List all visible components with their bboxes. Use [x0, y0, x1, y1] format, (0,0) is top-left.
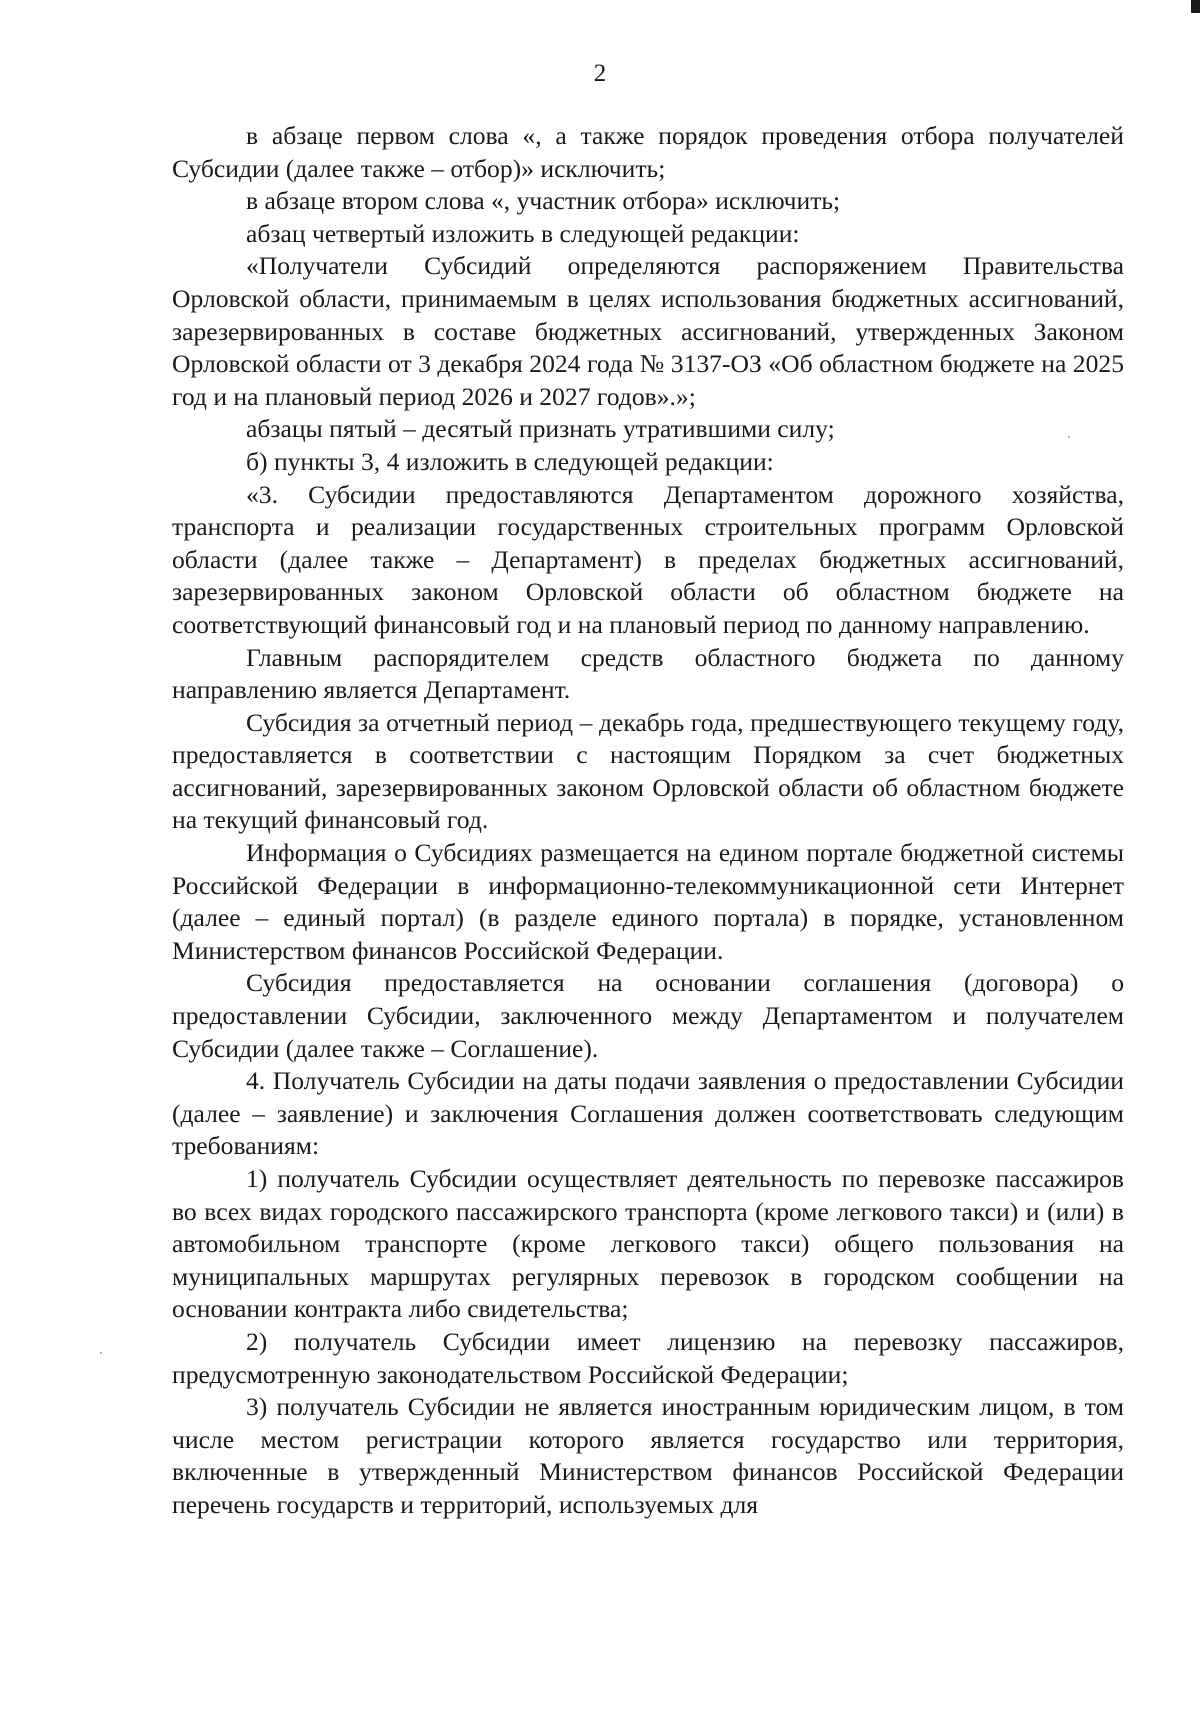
paragraph-13: 1) получатель Субсидии осуществляет деятельность по перевозке пассажиров во всех видах городского пассажирского транспорта (кроме легкового такси) и (или) в автомобильном транспорте (кроме легкового такси) общего пользования на муниципальных маршрутах регулярных перевозок в городском сообщении на основании контракта либо свидетельства;	[172, 1164, 1124, 1324]
paragraph-1: в абзаце первом слова «, а также порядок проведения отбора получателей Субсидии (далее также – отбор)» исключить;	[172, 121, 1124, 183]
paragraph-10: Информация о Субсидиях размещается на едином портале бюджетной системы Российской Федерации в информационно-телекоммуникационной сети Интернет (далее – единый портал) (в разделе единого портала) в порядке, установленном Министерством финансов Российской Федерации.	[172, 838, 1124, 965]
document-body	[172, 120, 1124, 1522]
paragraph-3: абзац четвертый изложить в следующей редакции:	[246, 218, 800, 248]
scan-speck	[1068, 436, 1070, 438]
paragraph-5: абзацы пятый – десятый признать утратившими силу;	[246, 414, 835, 444]
page-number: 2	[593, 60, 607, 87]
paragraph-2: в абзаце втором слова «, участник отбора» исключить;	[246, 186, 841, 216]
paragraph-14: 2) получатель Субсидии имеет лицензию на перевозку пассажиров, предусмотренную законодательством Российской Федерации;	[172, 1326, 1124, 1389]
paragraph-4: «Получатели Субсидий определяются распоряжением Правительства Орловской области, принимаемым в целях использования бюджетных ассигнований, зарезервированных в составе бюджетных ассигнований, утвержденных Законом Орловской области от 3 декабря 2024 года № 3137-ОЗ «Об областном бюджете на 2025 год и на плановый период 2026 и 2027 годов».»;	[172, 251, 1124, 411]
paragraph-15: 3) получатель Субсидии не является иностранным юридическим лицом, в том числе местом регистрации которого является государство или территория, включенные в утвержденный Министерством финансов Российской Федерации перечень государств и территорий, используемых для	[172, 1392, 1124, 1519]
paragraph-9: Субсидия за отчетный период – декабрь года, предшествующего текущему году, предоставляется в соответствии с настоящим Порядком за счет бюджетных ассигнований, зарезервированных законом Орловской области об областном бюджете на текущий финансовый год.	[172, 707, 1124, 835]
paragraph-7: «3. Субсидии предоставляются Департаментом дорожного хозяйства, транспорта и реализации государственных строительных программ Орловской области (далее также – Департамент) в пределах бюджетных ассигнований, зарезервированных законом Орловской области об областном бюджете на соответствующий финансовый год и на плановый период по данному направлению.	[172, 479, 1124, 639]
paragraph-11: Субсидия предоставляется на основании соглашения (договора) о предоставлении Субсидии, заключенного между Департаментом и получателем Субсидии (далее также – Соглашение).	[172, 968, 1124, 1063]
paragraph-12: 4. Получатель Субсидии на даты подачи заявления о предоставлении Субсидии (далее – заявление) и заключения Соглашения должен соответствовать следующим требованиям:	[172, 1066, 1124, 1161]
paragraph-6: б) пункты 3, 4 изложить в следующей редакции:	[246, 446, 774, 476]
scan-speck	[100, 1352, 102, 1354]
scan-edge-mark	[1191, 0, 1200, 13]
paragraph-8: Главным распорядителем средств областного бюджета по данному направлению является Департамент.	[172, 642, 1124, 705]
